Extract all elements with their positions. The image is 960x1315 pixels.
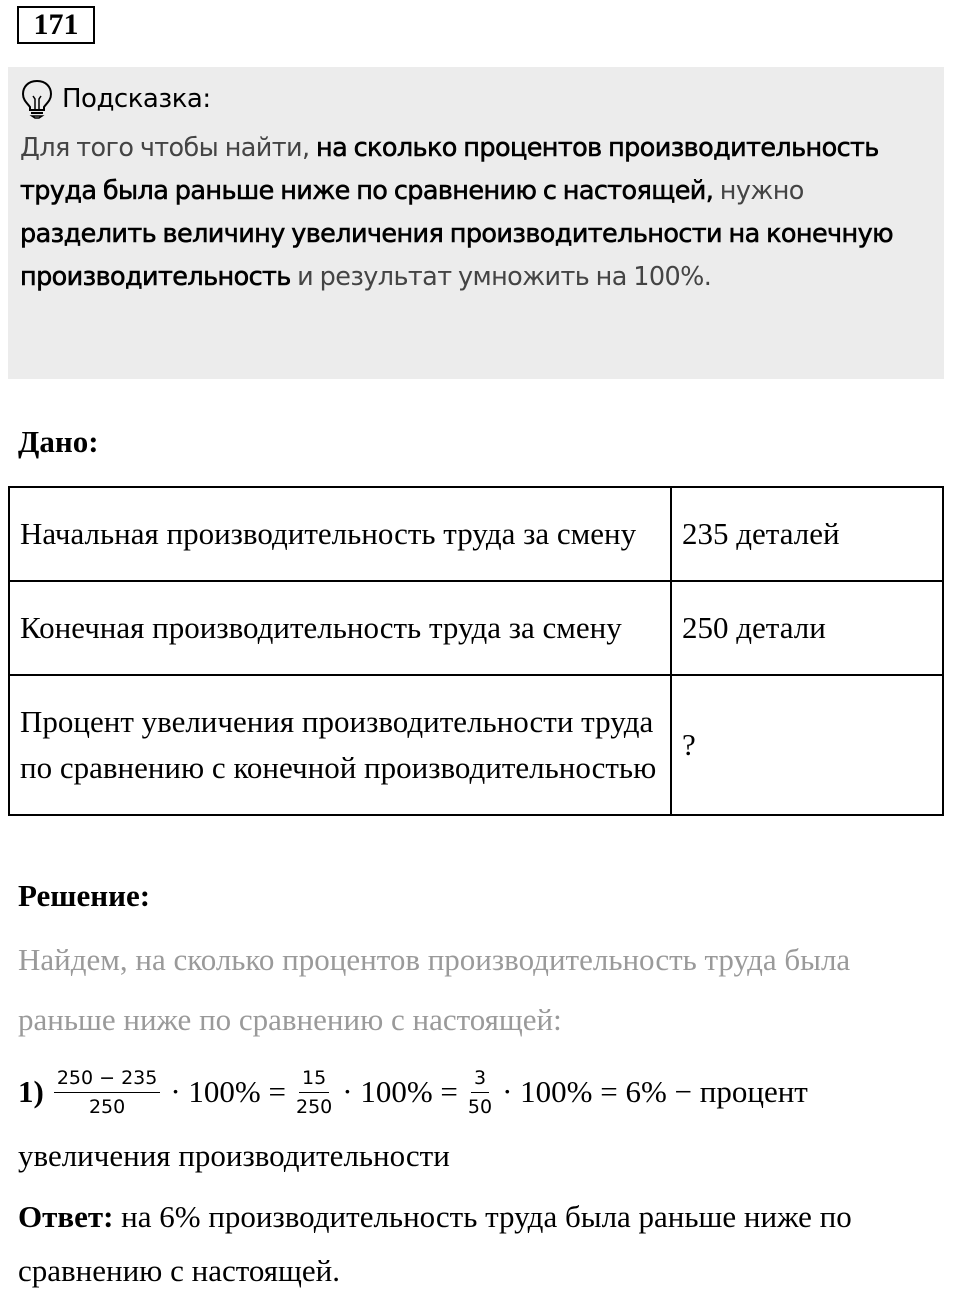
table-row xyxy=(9,487,943,581)
table-cell-value: 235 деталей xyxy=(671,487,943,581)
table-cell-label: Процент увеличения производительности труда по сравнению с конечной производительностью xyxy=(9,675,671,815)
step-number: 1) xyxy=(18,1074,44,1109)
operator-text: · 100% = 6% − процент xyxy=(502,1074,808,1109)
hint-text-part: Для того чтобы найти, xyxy=(20,133,317,163)
hint-emphasis: разделить величину увеличения производительности на конечную производительность xyxy=(20,219,893,292)
hint-title: Подсказка: xyxy=(62,84,211,114)
task-number: 171 xyxy=(17,6,95,44)
solution-body xyxy=(18,930,938,1298)
answer-text: на 6% производительность труда была раньше ниже по сравнению с настоящей. xyxy=(18,1199,852,1288)
hint-box xyxy=(8,67,944,379)
given-title: Дано: xyxy=(18,424,99,459)
hint-text xyxy=(20,127,932,299)
hint-text-part: нужно xyxy=(713,176,804,206)
table-row xyxy=(9,581,943,675)
operator-text: · 100% = xyxy=(342,1074,458,1109)
step-continuation: увеличения производительности xyxy=(18,1138,450,1173)
solution-step xyxy=(18,1062,938,1122)
solution-title: Решение: xyxy=(18,878,151,913)
table-row xyxy=(9,675,943,815)
table-cell-label: Конечная производительность труда за смену xyxy=(9,581,671,675)
fraction-numerator: 15 xyxy=(299,1066,329,1093)
hint-header xyxy=(20,77,932,121)
answer xyxy=(18,1190,938,1298)
given-table xyxy=(8,486,944,816)
lightbulb-icon xyxy=(20,79,54,119)
table-cell-value: ? xyxy=(671,675,943,815)
fraction-numerator: 250 − 235 xyxy=(54,1066,161,1093)
table-cell-label: Начальная производительность труда за смену xyxy=(9,487,671,581)
answer-label: Ответ: xyxy=(18,1199,114,1234)
hint-emphasis: на сколько процентов производительность труда была раньше ниже по сравнению с настоящей, xyxy=(20,133,879,206)
fraction xyxy=(296,1066,332,1119)
fraction-denominator: 250 xyxy=(296,1095,333,1118)
fraction-denominator: 250 xyxy=(88,1095,126,1118)
hint-text-part: и результат умножить на 100%. xyxy=(290,262,712,292)
solution-intro: Найдем, на сколько процентов производительность труда была раньше ниже по сравнению с настоящей: xyxy=(18,942,851,1037)
fraction xyxy=(54,1066,161,1119)
operator-text: · 100% = xyxy=(170,1074,286,1109)
fraction xyxy=(468,1066,492,1119)
fraction-denominator: 50 xyxy=(467,1095,493,1118)
fraction-numerator: 3 xyxy=(471,1066,489,1093)
table-cell-value: 250 детали xyxy=(671,581,943,675)
